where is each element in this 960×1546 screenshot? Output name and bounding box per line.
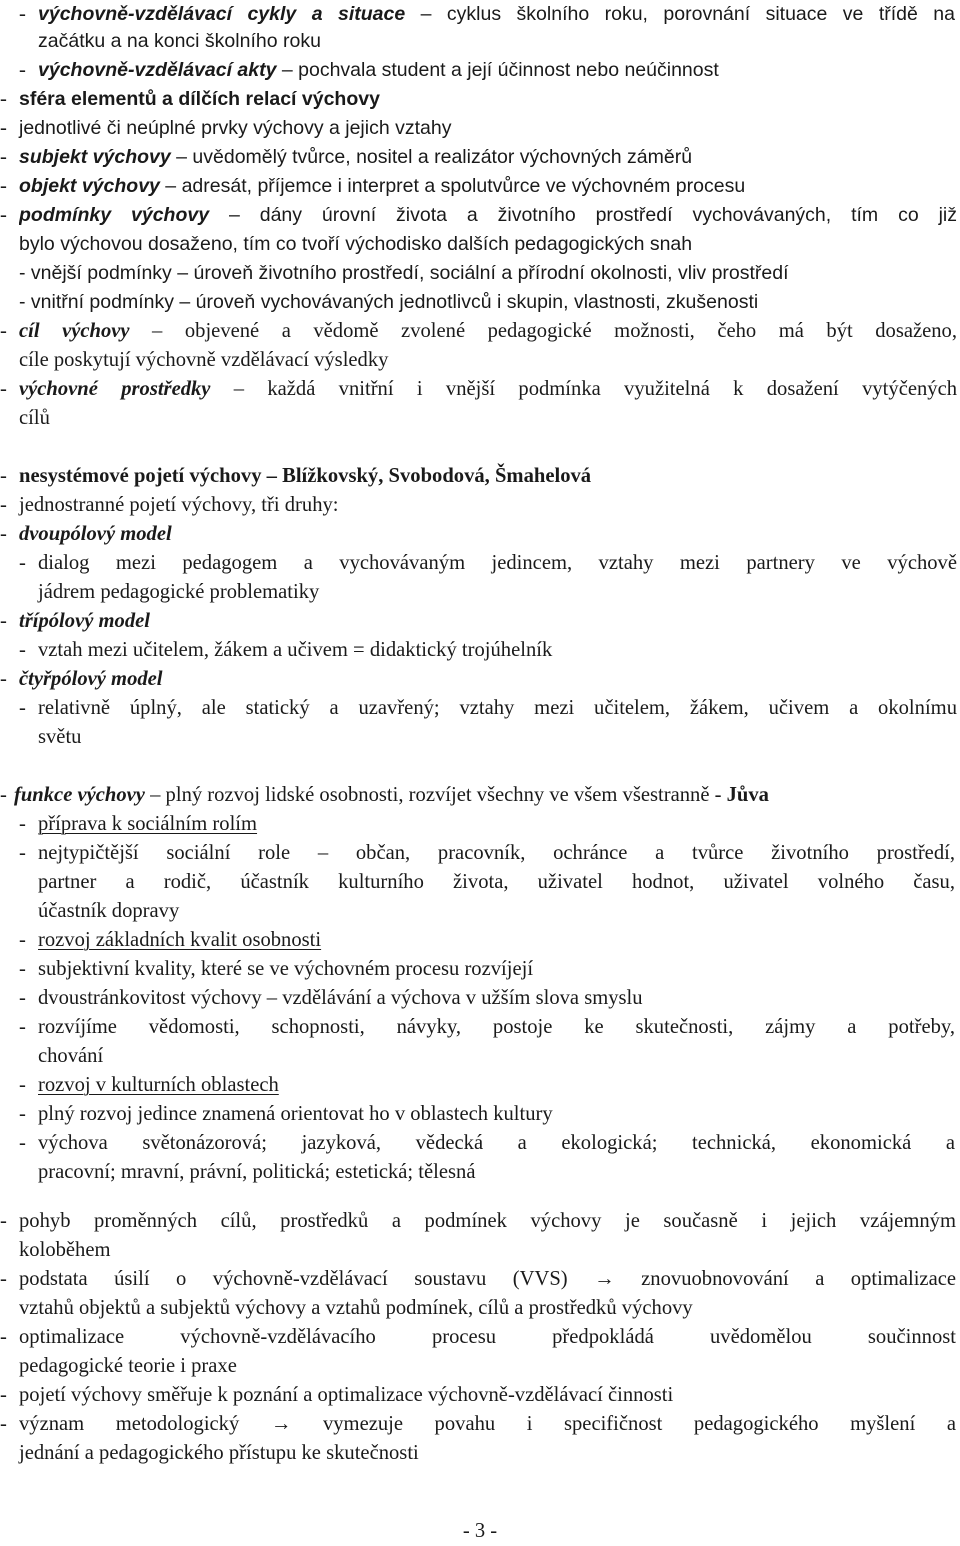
text-line: - podmínky výchovy – dány úrovní života a životního prostředí vychovávaných, tím co již — [0, 204, 957, 226]
term: sféra elementů a dílčích relací výchovy — [19, 88, 380, 110]
text-line — [0, 897, 960, 926]
text-line: - rozvíjíme vědomosti, schopnosti, návyky, postoje ke skutečnosti, zájmy a potřeby, — [0, 1013, 960, 1042]
text-line: - objekt výchovy – adresát, příjemce i interpret a spolutvůrce ve výchovném procesu — [0, 175, 746, 197]
text-line — [0, 1236, 960, 1265]
description: subjektivní kvality, které se ve výchovném procesu rozvíjejí — [38, 958, 534, 980]
term: výchovné prostředky — [19, 378, 211, 400]
term: třípólový model — [19, 610, 150, 632]
term: podmínky výchovy — [19, 204, 210, 226]
text-line — [0, 578, 960, 607]
description: vztah mezi učitelem, žákem a učivem = didaktický trojúhelník — [38, 639, 553, 661]
text-line — [0, 230, 960, 259]
text-line — [0, 27, 960, 56]
text-line: - sféra elementů a dílčích relací výchovy — [0, 85, 960, 114]
term: dvoupólový model — [19, 523, 172, 545]
description: světu — [38, 726, 82, 748]
description: – adresát, příjemce i interpret a spolutvůrce ve výchovném procesu — [159, 175, 746, 197]
description: – plný rozvoj lidské osobnosti, rozvíjet všechny ve všem všestranně - — [144, 784, 727, 806]
text-line: - relativně úplný, ale statický a uzavřený; vztahy mezi učitelem, žákem, učivem a okolnímu — [0, 694, 960, 723]
description: cíle poskytují výchovně vzdělávací výsledky — [19, 349, 389, 371]
description: koloběhem — [19, 1239, 111, 1261]
text-line: - pohyb proměnných cílů, prostředků a podmínek výchovy je současně i jejich vzájemným — [0, 1207, 960, 1236]
description: účastník dopravy — [38, 900, 180, 922]
text-line — [0, 1439, 960, 1468]
text-line: - jednostranné pojetí výchovy, tři druhy: — [0, 491, 960, 520]
author: Jůva — [726, 784, 769, 806]
description: relativně úplný, ale statický a uzavřený; vztahy mezi učitelem, žákem, učivem a okolnímu — [38, 697, 957, 719]
description: optimalizace výchovně-vzdělávacího procesu předpokládá uvědomělou součinnost — [19, 1326, 956, 1348]
description: jádrem pedagogické problematiky — [38, 581, 320, 603]
text-line: - čtyřpólový model — [0, 665, 960, 694]
description: nejtypičtější sociální role – občan, pracovník, ochránce a tvůrce životního prostředí, — [38, 842, 955, 864]
text-line — [0, 259, 960, 288]
term: výchovně-vzdělávací cykly a situace — [38, 3, 406, 25]
description: - vnitřní podmínky – úroveň vychovávaných jednotlivců i skupin, vlastnosti, zkušenosti — [19, 291, 759, 313]
text-line: - třípólový model — [0, 607, 960, 636]
text-line: - optimalizace výchovně-vzdělávacího procesu předpokládá uvědomělou součinnost — [0, 1323, 960, 1352]
description: chování — [38, 1045, 104, 1067]
description: rozvíjíme vědomosti, schopnosti, návyky, postoje ke skutečnosti, zájmy a potřeby, — [38, 1016, 955, 1038]
text-line: - plný rozvoj jedince znamená orientovat ho v oblastech kultury — [0, 1100, 960, 1129]
text-line: - pojetí výchovy směřuje k poznání a optimalizace výchovně-vzdělávací činnosti — [0, 1381, 960, 1410]
description: cílů — [19, 407, 50, 429]
description: bylo výchovou dosaženo, tím co tvoří východisko dalších pedagogických snah — [19, 233, 693, 255]
text-line: - nesystémové pojetí výchovy – Blížkovský, Svobodová, Šmahelová — [0, 462, 960, 491]
text-line: - subjektivní kvality, které se ve výchovném procesu rozvíjejí — [0, 955, 960, 984]
description: začátku a na konci školního roku — [38, 30, 321, 52]
term: objekt výchovy — [19, 175, 160, 197]
description: – uvědomělý tvůrce, nositel a realizátor výchovných záměrů — [170, 146, 693, 168]
text-line: - výchovně-vzdělávací akty – pochvala student a její účinnost nebo neúčinnost — [19, 59, 719, 81]
text-line: - jednotlivé či neúplné prvky výchovy a jejich vztahy — [0, 114, 960, 143]
term: subjekt výchovy — [19, 146, 171, 168]
text-line: - funkce výchovy – plný rozvoj lidské osobnosti, rozvíjet všechny ve všem všestranně - Jůva — [0, 784, 769, 806]
text-line: - dvoupólový model — [0, 520, 960, 549]
description: pojetí výchovy směřuje k poznání a optimalizace výchovně-vzdělávací činnosti — [19, 1384, 674, 1406]
description: pohyb proměnných cílů, prostředků a podmínek výchovy je současně i jejich vzájemným — [19, 1210, 956, 1232]
subheading: rozvoj v kulturních oblastech — [38, 1074, 279, 1096]
description: dvoustránkovitost výchovy – vzdělávání a výchova v užším slova smyslu — [38, 987, 643, 1009]
subheading: příprava k sociálním rolím — [38, 813, 258, 835]
description: partner a rodič, účastník kulturního života, uživatel hodnot, uživatel volného času, — [38, 871, 955, 893]
page-number: - 3 - — [462, 1520, 498, 1542]
description: výchova světonázorová; jazyková, vědecká a ekologická; technická, ekonomická a — [38, 1132, 955, 1154]
text-line: - dialog mezi pedagogem a vychovávaným jedincem, vztahy mezi partnery ve výchově — [0, 549, 960, 578]
description: dialog mezi pedagogem a vychovávaným jedincem, vztahy mezi partnery ve výchově — [38, 552, 957, 574]
description: vztahů objektů a subjektů výchovy a vztahů podmínek, cílů a prostředků výchovy — [19, 1297, 693, 1319]
text-line: - příprava k sociálním rolím — [0, 810, 960, 839]
description: – pochvala student a její účinnost nebo neúčinnost — [276, 59, 719, 81]
text-line — [0, 1042, 960, 1071]
text-line: - výchovné prostředky – každá vnitřní i vnější podmínka využitelná k dosažení vytýčených — [0, 378, 957, 400]
description: jednostranné pojetí výchovy, tři druhy: — [19, 494, 339, 516]
description: plný rozvoj jedince znamená orientovat ho v oblastech kultury — [38, 1103, 553, 1125]
description: pracovní; mravní, právní, politická; estetická; tělesná — [38, 1161, 476, 1183]
description: podstata úsilí o výchovně-vzdělávací soustavu (VVS) → znovuobnovování a optimalizace — [19, 1268, 956, 1290]
description: - vnější podmínky – úroveň životního prostředí, sociální a přírodní okolnosti, vliv prostředí — [19, 262, 789, 284]
description: – cyklus školního roku, porovnání situace ve třídě na — [405, 3, 955, 25]
term: nesystémové pojetí výchovy – Blížkovský, Svobodová, Šmahelová — [19, 465, 592, 487]
text-line — [0, 288, 960, 317]
text-line: - subjekt výchovy – uvědomělý tvůrce, nositel a realizátor výchovných záměrů — [0, 146, 693, 168]
text-line — [0, 1294, 960, 1323]
subheading: rozvoj základních kvalit osobnosti — [38, 929, 322, 951]
text-line — [0, 723, 960, 752]
term: cíl výchovy — [19, 320, 130, 342]
text-line: - význam metodologický → vymezuje povahu i specifičnost pedagogického myšlení a — [0, 1410, 960, 1439]
description: – každá vnitřní i vnější podmínka využitelná k dosažení vytýčených — [210, 378, 957, 400]
text-line — [0, 346, 960, 375]
text-line: - výchovně-vzdělávací cykly a situace – cyklus školního roku, porovnání situace ve třídě na — [19, 3, 955, 25]
term: čtyřpólový model — [19, 668, 163, 690]
description: pedagogické teorie i praxe — [19, 1355, 237, 1377]
term: funkce výchovy — [14, 784, 145, 806]
text-line: - cíl výchovy – objevené a vědomě zvolené pedagogické možnosti, čeho má být dosaženo, — [0, 320, 957, 342]
text-line: - podstata úsilí o výchovně-vzdělávací soustavu (VVS) → znovuobnovování a optimalizace — [0, 1265, 960, 1294]
description: – objevené a vědomě zvolené pedagogické možnosti, čeho má být dosaženo, — [129, 320, 957, 342]
text-line: - dvoustránkovitost výchovy – vzdělávání a výchova v užším slova smyslu — [0, 984, 960, 1013]
text-line: - nejtypičtější sociální role – občan, pracovník, ochránce a tvůrce životního prostředí, — [0, 839, 960, 868]
text-line — [0, 404, 960, 433]
term: výchovně-vzdělávací akty — [38, 59, 277, 81]
text-line: - rozvoj základních kvalit osobnosti — [0, 926, 960, 955]
description: jednotlivé či neúplné prvky výchovy a jejich vztahy — [19, 117, 452, 139]
description: význam metodologický → vymezuje povahu i specifičnost pedagogického myšlení a — [19, 1413, 956, 1435]
text-line: - výchova světonázorová; jazyková, vědecká a ekologická; technická, ekonomická a — [0, 1129, 960, 1158]
text-line — [0, 1352, 960, 1381]
text-line — [0, 1158, 960, 1187]
text-line: - vztah mezi učitelem, žákem a učivem = didaktický trojúhelník — [0, 636, 960, 665]
description: – dány úrovní života a životního prostředí vychovávaných, tím co již — [209, 204, 957, 226]
text-line: - rozvoj v kulturních oblastech — [0, 1071, 960, 1100]
text-line — [0, 868, 960, 897]
description: jednání a pedagogického přístupu ke skutečnosti — [19, 1442, 419, 1464]
